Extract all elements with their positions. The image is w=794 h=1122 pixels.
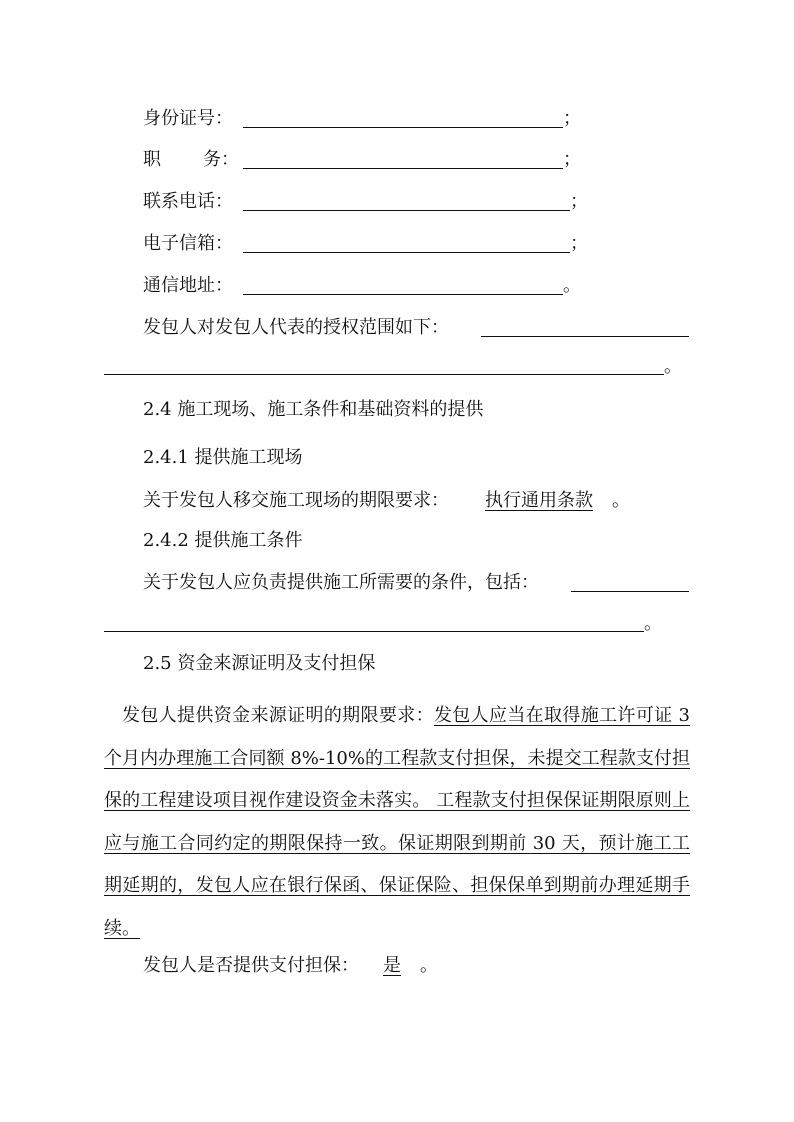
position-field[interactable]	[243, 168, 563, 169]
id-number-field[interactable]	[243, 127, 563, 128]
payment-guarantee-end: 。	[420, 955, 438, 976]
phone-end: ；	[570, 191, 588, 212]
email-label: 电子信箱：	[143, 233, 233, 254]
address-label: 通信地址：	[143, 275, 233, 296]
site-handover-value[interactable]: 执行通用条款	[485, 490, 593, 511]
section-2-4-1-heading: 2.4.1 提供施工现场	[143, 447, 303, 468]
address-end: 。	[563, 275, 581, 296]
address-field[interactable]	[243, 294, 563, 295]
phone-field[interactable]	[243, 210, 570, 211]
authority-end: 。	[664, 356, 682, 377]
id-number-end: ；	[563, 108, 581, 129]
conditions-field-line1[interactable]	[571, 591, 689, 592]
fund-proof-text: 发包人应当在取得施工许可证 3 个月内办理施工合同额 8%-10%的工程款支付担保，未提交工程款支付担保的工程建设项目视作建设资金未落实。 工程款支付担保保证期限原则上应与施工合同约定的期限保持一致。保证期限到期前 30 天，预计施工工期延期的，发包人应在银行保函、保证保险、担保保单到期前办理延期手续。	[104, 705, 690, 939]
authority-field-line1[interactable]	[481, 336, 689, 337]
phone-label: 联系电话：	[143, 191, 233, 212]
email-field[interactable]	[243, 252, 570, 253]
authority-label: 发包人对发包人代表的授权范围如下：	[143, 317, 449, 338]
payment-guarantee-label: 发包人是否提供支付担保：	[143, 955, 359, 976]
fund-proof-label: 发包人提供资金来源证明的期限要求：	[122, 705, 434, 726]
position-label-2: 务：	[203, 149, 239, 170]
site-handover-label: 关于发包人移交施工现场的期限要求：	[143, 490, 449, 511]
conditions-field-line2[interactable]	[104, 631, 644, 632]
conditions-end: 。	[644, 613, 662, 634]
email-end: ；	[570, 233, 588, 254]
section-2-4-heading: 2.4 施工现场、施工条件和基础资料的提供	[143, 399, 484, 420]
authority-field-line2[interactable]	[104, 374, 664, 375]
conditions-label: 关于发包人应负责提供施工所需要的条件，包括：	[143, 572, 539, 593]
position-end: ；	[563, 149, 581, 170]
section-2-5-heading: 2.5 资金来源证明及支付担保	[143, 653, 376, 674]
id-number-label: 身份证号：	[143, 108, 233, 129]
position-label: 职	[143, 149, 161, 170]
section-2-4-2-heading: 2.4.2 提供施工条件	[143, 530, 303, 551]
site-handover-end: 。	[612, 490, 630, 511]
fund-proof-paragraph	[104, 695, 690, 951]
payment-guarantee-value[interactable]: 是	[383, 955, 401, 976]
